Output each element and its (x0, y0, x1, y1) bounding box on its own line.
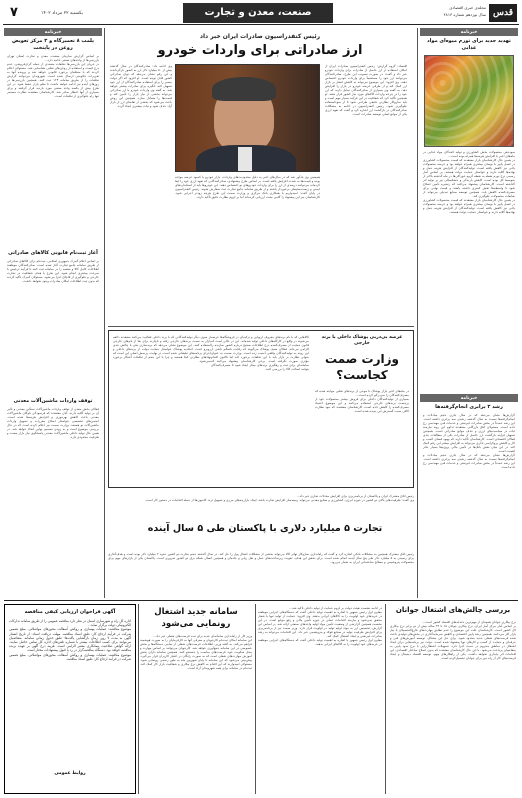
system-headline: سامانه جدید اشتغال رونمایی می‌شود (154, 607, 238, 629)
feature-body-mid: کالاهایی که با نام برندهای معروف اروپایی و ترکیه‌ای در فروشگاه‌ها عرضه می‌شوند در واقع در کارگاه‌های داخلی تولید شده‌اند. این در حالی است که قانون حمایت از مصرف‌کننده درج اطلاعات صحیح درباره کشور سازنده را الزامی می‌داند. فعالان صنف پوشاک می‌گویند که رقابت ناسالم ناشی از این روند به تولیدکنندگان واقعی آسیب زده است. وزارت صمت به عنوان متولی نظارت بر بازار باید با این تخلفات برخورد کند اما تاکنون اقدام مؤثری صورت نگرفته است. برخی کارشناسان پیشنهاد می‌کنند که سامانه‌ای برای ثبت و رهگیری برندهای مجاز ایجاد شود تا مصرف‌کنندگان بتوانند اصالت کالا را بررسی کنند. (211, 335, 309, 371)
lead-headline: ارز صادراتی برای واردات خودرو (157, 43, 363, 58)
feature-body-right: در ماه‌های اخیر بازار پوشاک با موجی از برندهای تقلبی مواجه شده که مصرف‌کنندگان را سردرگم کرده است... بسیاری از تولیدکنندگان داخلی برای فروش بیشتر محصولات خود از برچسب برندهای خارجی استفاده می‌کنند و این موضوع اعتماد مصرف‌کننده را کاهش داده است. کارشناسان معتقدند که نبود نظارت کافی سبب گسترش این پدیده شده است. (315, 389, 409, 413)
bottom-rule-1 (385, 604, 386, 794)
bottom-rule-3 (138, 604, 139, 794)
feature-box (108, 330, 414, 488)
box2-headline: رشد ۳ برابری انجام‌گرفته‌ها (435, 404, 503, 410)
left-column-label: خبرنامه (4, 28, 102, 36)
column-rule-right (417, 28, 418, 598)
masthead (3, 3, 519, 25)
main-bottom-rule (4, 600, 518, 601)
tagline: مجله‌ی خبری اقتصادی (449, 5, 486, 10)
middle-body: در ادامه نشست هیئت دولت بر لزوم حمایت از تولید داخلی تأکید شد... معاون اول رئیس جمهور با اشاره به اهمیت تولید داخلی گفت که دستگاه‌های اجرایی موظفند در خریدهای خود اولویت را به کالاهای ایرانی بدهند. وی افزود: حمایت از تولید تنها با شعار محقق نمی‌شود و نیازمند اقدامات عملی در حوزه تأمین مالی و رفع موانع است. در این نشست همچنین گزارشی از وضعیت تأمین مواد اولیه واحدهای صنعتی ارائه شد. بر اساس این گزارش، تخصیص ارز به مواد اولیه تولید در اولویت قرار دارد. وزیر صمت نیز از برنامه‌ریزی برای افزایش ظرفیت تولید در صنایع فولاد و پتروشیمی خبر داد. این اقدامات می‌تواند به رشد صادرات غیرنفتی و ایجاد اشتغال کمک کند. معاون اول رئیس جمهور با اشاره به اهمیت تولید داخلی گفت که دستگاه‌های اجرایی موظفند در خریدهای خود اولویت را به کالاهای ایرانی بدهند. (258, 606, 382, 646)
lead-photo (175, 64, 320, 172)
fruit-photo (424, 55, 514, 147)
lead-body-right: اقتصاد: گروه گزارش: رئیس کنفدراسیون صادرات ایران از امکان استفاده از ارز حاصل از صادرات برای واردات خودرو خبر داد و گفت: در صورت تصویب این طرح، صادرکنندگان می‌توانند ارز خود را مستقیماً برای واردات خودرو اختصاص دهند. وی افزود: این موضوع می‌تواند به کاهش فشار بر بازار ارز کمک کند و از طرفی عرضه خودرو در بازار را افزایش دهد. به گفته وی بسیاری از صادرکنندگان تمایل دارند که ارز خود را در چرخه واردات کالاهای مورد نیاز کشور قرار دهند. او همچنین تأکید کرد که شفافیت در این فرآیند بسیار مهم است و باید سازوکار نظارتی دقیقی طراحی شود تا از سوءاستفاده جلوگیری شود. رئیس کنفدراسیون در ادامه به مشکلات صادرکنندگان در بازگشت ارز اشاره کرد و گفت که تعهد ارزی یکی از موانع اصلی توسعه صادرات است. (325, 64, 407, 116)
system-body: وزیر کار از راه‌اندازی سامانه‌ای جدید برای ثبت فرصت‌های شغلی خبر داد... این سامانه امکان ثبت‌نام کارجویان و معرفی آنها به کارفرمایان را به صورت هوشمند فراهم می‌کند. به گفته وزیر، اطلاعات فرصت‌های شغلی از تمامی دستگاه‌ها و بخش خصوصی در این سامانه جمع‌آوری خواهد شد. کارجویان می‌توانند بر اساس مهارت و محل سکونت خود، فرصت‌های مناسب را جستجو کنند. همچنین سامانه دارای بخش آموزش مهارت‌های شغلی است که به صورت رایگان در اختیار کاربران قرار می‌گیرد. پیش‌بینی می‌شود که این سامانه تا پایان شهریور ماه به طور رسمی رونمایی شود. مسئولان امیدوارند که این اقدام به کاهش نرخ بیکاری و شفافیت بازار کار کمک کند. ثبت‌نام در سامانه برای همه شهروندان آزاد است. (140, 634, 252, 670)
issue-number: سال نوزدهم شماره ۴۸۱۳ (443, 12, 486, 17)
left-body-3: فعالان بخش معدن از توقف واردات ماشین‌آلات سنگین معدنی و تأثیر آن بر تولید گلایه دارند. آنان معتقدند که فرسودگی ناوگان ماشین‌آلات معدنی باعث کاهش بهره‌وری و افزایش هزینه‌ها شده است. انجمن‌های تخصصی خواستار اصلاح مقررات و تسهیل واردات ماشین‌آلات نو هستند. وزارت صمت نیز اعلام کرده است که در حال بررسی موضوع است و به زودی تصمیم نهایی اتخاذ خواهد شد. در همین حال تولید داخلی ماشین‌آلات معدنی پاسخگوی نیاز بازار نیست و ظرفیت محدودی دارد. (7, 407, 99, 439)
left-headline-2: آغاز ثبت‌نام قانونی کالاهای صادراتی (8, 250, 98, 256)
left-headline-1: پلمب ۸ تعمیرگاه و ۳ مرکز تعویض روغن در پایتخت (12, 38, 94, 51)
right-column (420, 28, 518, 598)
employment-body: نرخ بیکاری جوانان همچنان از مهم‌ترین دغدغه‌های اقتصاد کشور است... بر اساس آمار مرکز آمار ایران، نرخ بیکاری جوانان ۱۵ تا ۲۴ ساله بیش از دو برابر نرخ بیکاری کل کشور است. کارشناسان علت این موضوع را عدم تطابق مهارت‌های فارغ‌التحصیلان با نیاز بازار کار می‌دانند. همچنین رشد پایین اقتصادی و کاهش سرمایه‌گذاری در بخش‌های تولیدی باعث شده فرصت‌های شغلی جدید محدود شود. برای حل این مشکل، توسعه آموزش‌های فنی و حرفه‌ای و حمایت از کسب و کارهای نوپا پیشنهاد شده است. دولت نیز برنامه‌هایی برای ایجاد اشتغال در مناطق محروم در دست اجرا دارد. تسهیلات اشتغال‌زایی با نرخ سود پایین به متقاضیان پرداخت می‌شود. با این حال کارشناسان معتقدند که بدون اصلاح ساختار اقتصادی، این اقدامات اثر پایداری نخواهد داشت. یکی از راهکارهای مهم، توسعه اقتصاد دیجیتال و ایجاد فرصت‌های کار از راه دور برای جوانان تحصیل‌کرده است. (390, 620, 516, 660)
date-line: یکشنبه ۲۲ مرداد ۱۴۰۲ (41, 11, 83, 16)
pakistan-headline: تجارت ۵ میلیارد دلاری با پاکستان طی ۵ سال آینده (147, 523, 383, 534)
lead-body-left: وی ادامه داد: صادرکنندگان در سال گذشته بیش از ۵۰ میلیارد دلار ارز به کشور بازگرداندند و این رقم نشان می‌دهد که توان صادراتی کشور قابل توجه است. او افزود که اگر دولت مسیر را برای استفاده صادرکنندگان از ارز خود تسهیل کند، انگیزه برای صادرات بیشتر خواهد شد. به گفته وی واردات خودرو با ارز صادراتی می‌تواند بخشی از نیاز بازار را تأمین کند و قیمت‌ها را متعادل سازد. همچنین این روش باعث می‌شود که بخشی از تقاضای ارز از بازار آزاد حذف شود و ثبات بیشتری ایجاد گردد. (110, 64, 172, 108)
classified-ad (4, 604, 136, 794)
left-body-2: بر اساس اعلام گمرک جمهوری اسلامی، ثبت‌نام برای کالاهای صادراتی از طریق سامانه جامع تجارت آغاز شده است. صادرکنندگان موظفند اطلاعات کامل کالا و مقصد را در سامانه ثبت کنند تا فرآیند ترخیص با سرعت بیشتری انجام شود. این طرح با هدف شفافیت در تجارت خارجی و جلوگیری از قاچاق اجرا می‌شود. مسئولان گمرک تأکید کردند که بدون ثبت اطلاعات امکان صادرات وجود نخواهد داشت. (7, 259, 99, 283)
employment-headline: بررسی چالش‌های اشتغال جوانان (395, 606, 511, 614)
newspaper-logo: قدس (489, 4, 517, 22)
ad-body: اداره کل راه و شهرسازی استان در نظر دارد مناقصه عمومی را از طریق سامانه تدارکات الکترونیکی دولت برگزار نماید... موضوع مناقصه: عملیات بهسازی و روکش آسفالت محورهای مواصلاتی. مبلغ تضمین شرکت در فرآیند ارجاع کار: طبق اسناد مناقصه. مهلت دریافت اسناد: از تاریخ انتشار آگهی به مدت ۷ روز. زمان بازگشایی پاکت‌ها: طبق جدول زمانی سامانه. متقاضیان می‌توانند برای کسب اطلاعات بیشتر با شماره تلفن‌های اداره کل تماس حاصل نمایند. ارائه گواهی صلاحیت پیمانکاری معتبر الزامی است. هزینه درج آگهی بر عهده برنده مناقصه خواهد بود. دستگاه مناقصه‌گزار در رد یا قبول پیشنهادات مختار است. موضوع مناقصه: عملیات بهسازی و روکش آسفالت محورهای مواصلاتی. مبلغ تضمین شرکت در فرآیند ارجاع کار: طبق اسناد مناقصه. (9, 619, 131, 661)
right-column-body-2: گزارش‌ها نشان می‌دهد که در سال جاری حجم مبادلات و انجام‌گرفته‌ها نسبت به سال گذشته رشدی سه برابری داشته است. این رشد عمدتاً در بخش صادرات غیرنفتی و خدمات فنی مهندسی رخ داده است. مسئولان اتاق بازرگانی معتقدند تداوم این روند نیازمند ثبات در سیاست‌های ارزی و حذف موانع صادراتی است. همچنین تسهیل فرآیند بازگشت ارز حاصل از صادرات یکی از مطالبات جدی فعالان اقتصادی است. کارشناسان تأکید دارند که بهبود فضای کسب و کار و کاهش بروکراسی اداری می‌تواند به افزایش بیشتر این رقم کمک کند. در این میان نقش بانک‌ها در تأمین مالی پروژه‌ها بسیار حائز اهمیت است. گزارش‌ها نشان می‌دهد که در سال جاری حجم مبادلات و انجام‌گرفته‌ها نسبت به سال گذشته رشدی سه برابری داشته است. این رشد عمدتاً در بخش صادرات غیرنفتی و خدمات فنی مهندسی رخ داده است. (423, 413, 515, 469)
feature-headline: وزارت صمت کجاست؟ (325, 352, 399, 382)
right-column-body: سوددهی محصولات بخش کشاورزی و تولید کنندگان مواد غذایی در ماه‌های اخیر با افزایش هزینه‌ها همراه بوده است... در همین حال کارشناسان بازار معتقدند که قیمت محصولات کشاورزی در فصل پاییز با نوسان بیشتری همراه خواهد بود و عرضه محصولات باغی نیز کاهش یافته است. تولیدکنندگان از افزایش هزینه حمل و نهاده‌ها گلایه دارند و خواستار حمایت دولت هستند. بر اساس آمار رسمی نرخ تورم نقطه به نقطه گروه خوراکی‌ها در ماه گذشته بالاتر از متوسط کل بوده است. کاهش بارندگی و خشکسالی نیز بر تولید اثر گذاشته است. کارشناسان پیشنهاد می‌کنند که زنجیره تأمین اصلاح شود تا واسطه‌ها نقش کمتری داشته باشند و قیمت نهایی برای مصرف‌کننده کاهش یابد. همچنین توسعه صنایع تبدیلی می‌تواند از ضایعات محصولات جلوگیری کند. در همین حال کارشناسان بازار معتقدند که قیمت محصولات کشاورزی در فصل پاییز با نوسان بیشتری همراه خواهد بود و عرضه محصولات باغی نیز کاهش یافته است. تولیدکنندگان از افزایش هزینه حمل و نهاده‌ها گلایه دارند و خواستار حمایت دولت هستند. (423, 150, 515, 214)
box1-headline: تهدید جدید برای تورم میوه‌ای مواد غذایی (427, 38, 511, 51)
box1-label: خبرنامه (420, 28, 518, 36)
section-title-bar: صنعت، معدن و تجارت (183, 3, 333, 23)
lead-body-bottom: همچنین وی یادآور شد که در سال‌های اخیر به دلیل محدودیت‌های واردات، بازار خودرو با کمبود عرضه مواجه بوده و قیمت‌ها به شدت افزایش یافته است. بر اساس طرح پیشنهادی، صادرکنندگانی که تعهد ارزی خود را ایفا کرده‌اند می‌توانند درصدی از ارز را برای واردات خودروهای نو اختصاص دهند. این خودروها باید از استانداردهای ایمنی و زیست‌محیطی برخوردار باشند و از طریق سامانه جامع تجارت ثبت سفارش شوند. رئیس کنفدراسیون در پایان گفت: امیدواریم با همکاری بانک مرکزی و وزارت صمت این طرح هرچه زودتر اجرایی شود. کارشناسان نیز این پیشنهاد را گامی مثبت ارزیابی کرده‌اند اما بر لزوم نظارت دقیق تأکید دارند. (175, 175, 320, 199)
left-body-1: بر اساس گزارش سازمان صنعت، معدن و تجارت استان تهران بازرسی‌ها از واحدهای صنفی ادامه دارد... در جریان این بازرسی‌ها تخلفات متعددی از جمله گران‌فروشی، عدم درج قیمت و استفاده از روغن‌های تقلبی شناسایی شد. مسئولان اعلام کردند که با متخلفان برخورد قانونی خواهد شد و پرونده آنها به تعزیرات حکومتی ارسال شده است. شهروندان می‌توانند گزارش تخلفات را از طریق سامانه ۱۲۴ ثبت کنند. همچنین بازرسی‌ها در روزهای آینده نیز ادامه خواهد داشت تا نظم بازار حفظ شود. در این طرح بیش از یکصد واحد صنفی مورد بازدید قرار گرفتند و برای بسیاری از آنها اخطار صادر شد. کارشناسان معتقدند نظارت مستمر تنها راه جلوگیری از تخلفات است. (7, 54, 99, 98)
pakistan-body-top: رئیس اتاق مشترک ایران و پاکستان از برنامه‌ریزی برای افزایش مبادلات تجاری خبر داد... وی گفت: ظرفیت‌های بالای دو کشور در حوزه انرژی، کشاورزی و صنایع معدنی می‌تواند زمینه‌ساز افزایش تجارت باشد. ایجاد بازارچه‌های مرزی و تسهیل تردد کامیون‌ها از جمله اقدامات در دستور کار است. (145, 494, 414, 502)
feature-kicker: عرضه بی‌در‌بی پوشاک داخلی با برند خارجی (321, 335, 403, 346)
pakistan-body-bottom: رئیس اتاق مشترک همچنین به مشکلات بانکی اشاره کرد و گفت که راه‌اندازی سازوکار تهاتر کالا می‌تواند بخشی از مشکلات انتقال پول را حل کند. در سال گذشته حجم تجارت دو کشور حدود ۲ میلیارد دلار بوده است و هدف‌گذاری برای رسیدن به ۵ میلیارد دلار طی پنج سال آینده انجام شده است. برای تحقق این هدف، تقویت زیرساخت‌های حمل و نقل ریلی و جاده‌ای و همچنین اتصال شبکه برق دو کشور ضروری است. پاکستان یکی از بازارهای مهم برای محصولات پتروشیمی و مصالح ساختمانی ایران به شمار می‌رود. (108, 552, 414, 564)
lead-kicker: رئیس کنفدراسیون صادرات ایران خبر داد (199, 33, 321, 40)
ad-title: آگهی فراخوان ارزیابی کیفی مناقصه (24, 609, 116, 615)
left-column (4, 28, 102, 598)
box2-label: خبرنامه (420, 394, 518, 402)
bottom-rule-2 (255, 604, 256, 794)
column-rule-left (104, 28, 105, 598)
feature-body-left: از سوی دیگر تولیدکنندگانی که با برند داخلی فعالیت می‌کنند معتقدند ذائقه بازار به سمت برندهای خارجی رفته و ناچارند برای بقا از نام‌های خارجی استفاده کنند. این موضوع نشان می‌دهد که برندسازی ملی با چالش جدی روبرو است. اتحادیه پوشاک خواستار حمایت دولت از برندهای داخلی و اجرای برنامه‌های تبلیغاتی شده است. در نهایت، پرسش اصلی این است که نهادهای نظارتی کجا هستند و چرا با این حجم از تخلفات آشکار برخورد نمی‌شود. (113, 335, 211, 363)
lead-rule (108, 326, 414, 327)
ad-footer: روابط عمومی (54, 771, 86, 776)
page-number: ۷ (10, 5, 18, 20)
left-headline-3: توقف واردات ماشین‌آلات معدنی (13, 398, 93, 404)
